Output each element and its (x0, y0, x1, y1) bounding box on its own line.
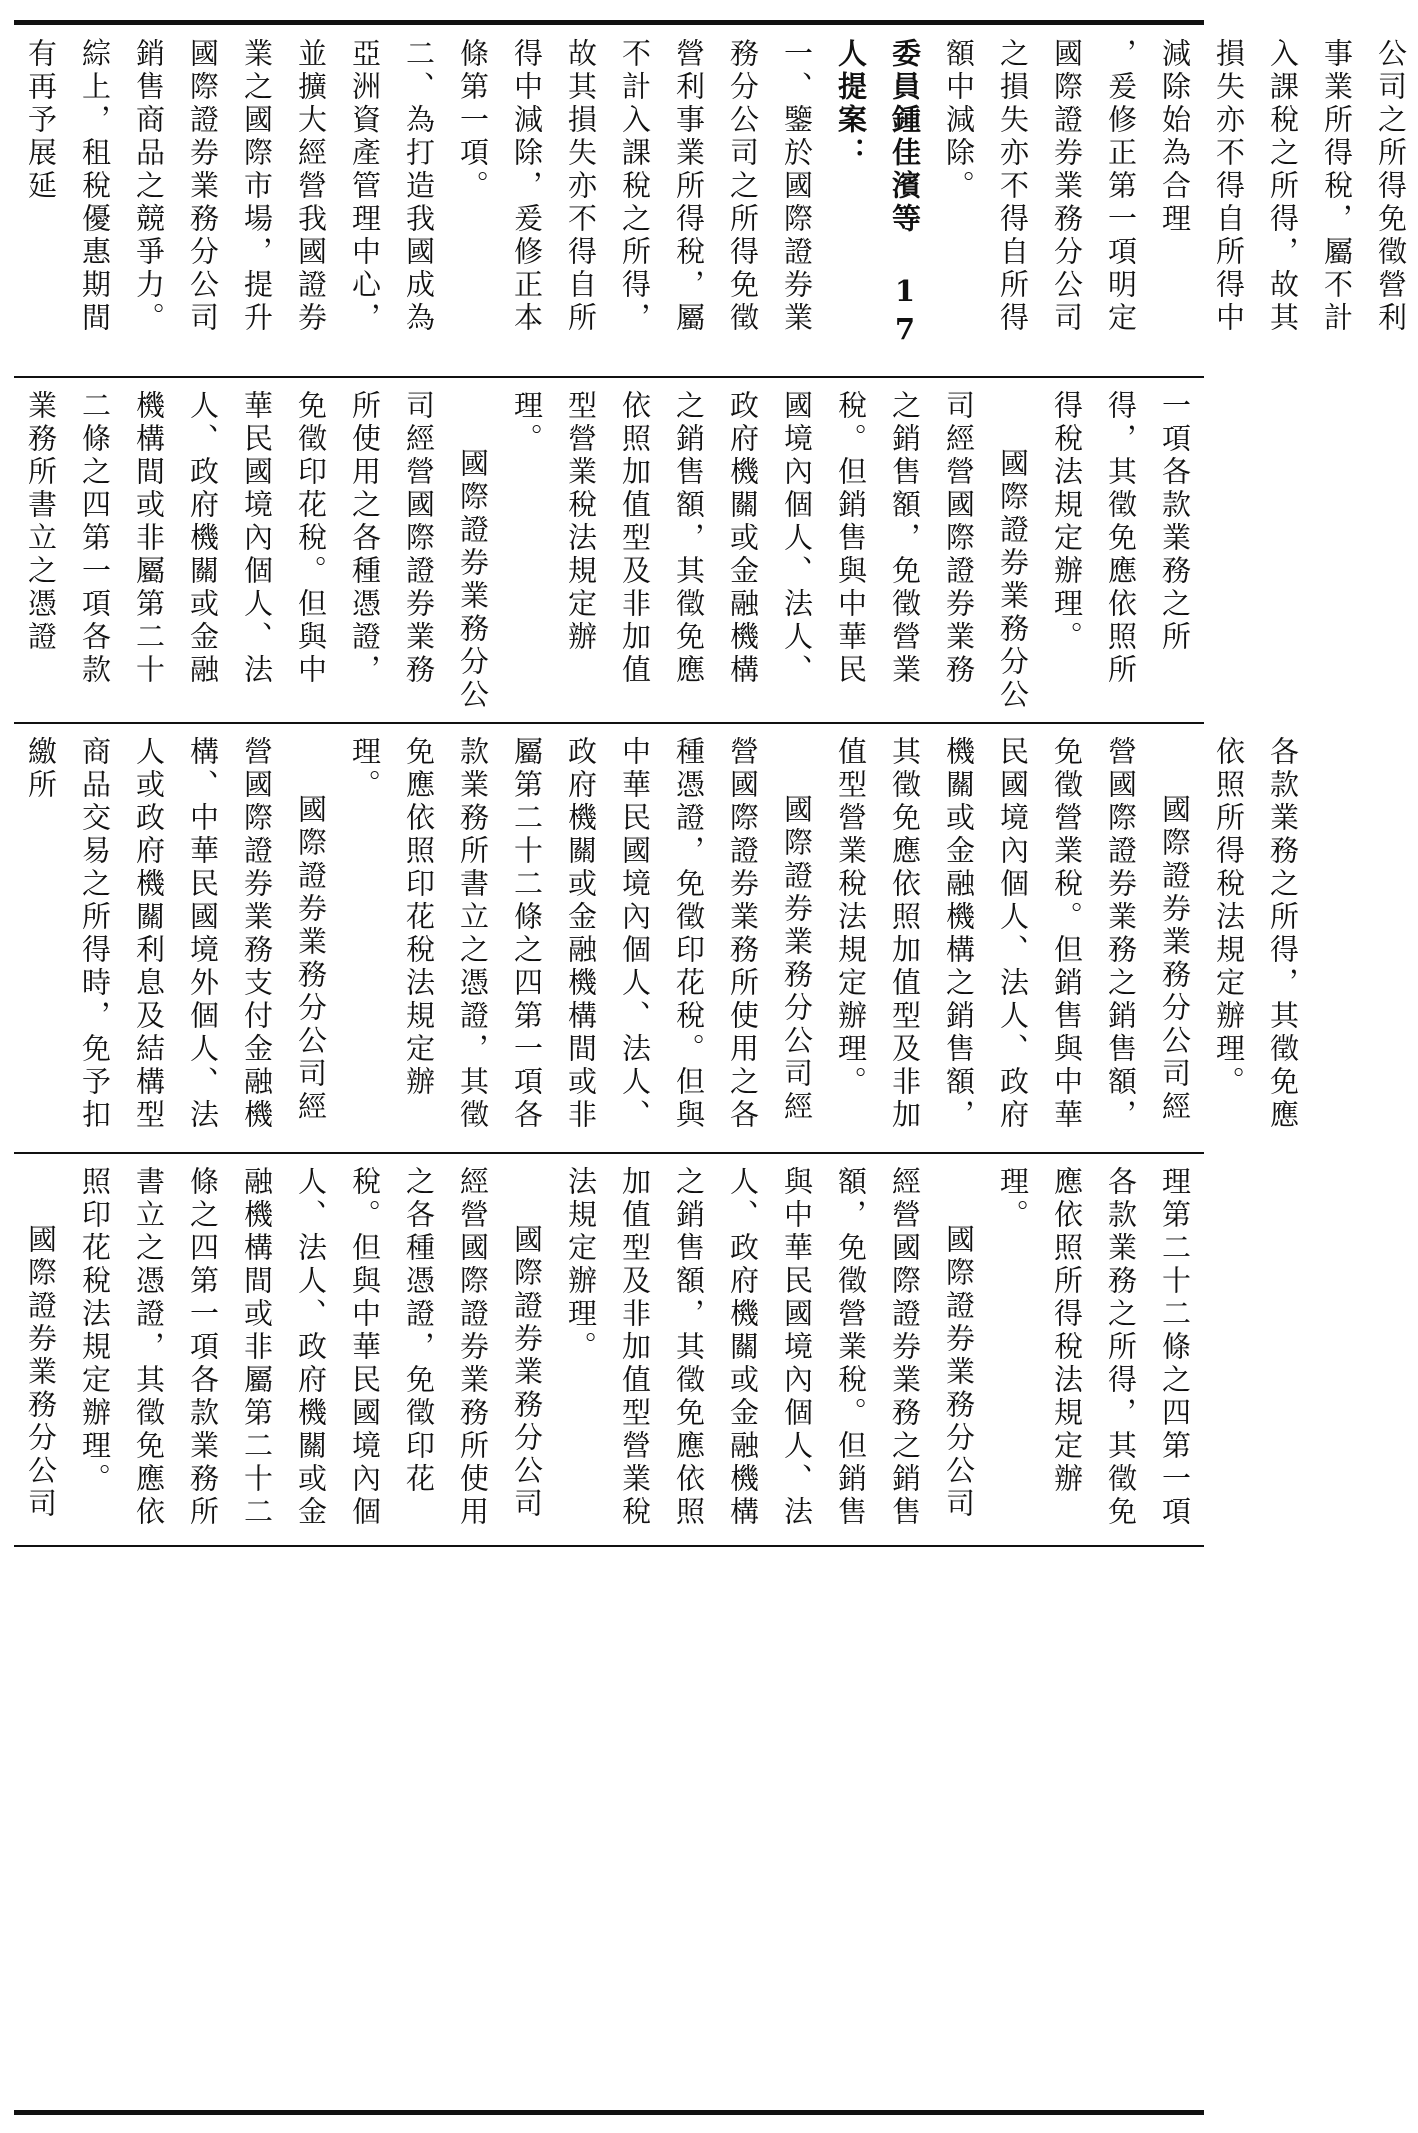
paragraph: 國際證券業務分公司 (24, 1224, 58, 1521)
paragraph: 二、為打造我國成為亞洲資產管理中心，並擴大經營我國證券業之國際市場，提升國際證券業務分公司銷售商品之競爭力。綜上，租稅優惠期間有再予展延 (24, 38, 436, 335)
proposal-heading: 委員鍾佳濱等 17 人提案： (834, 38, 922, 350)
row1-right-cell (14, 38, 1408, 366)
row1-right-text (14, 38, 1418, 366)
paragraph: 各款業務之所得，其徵免應依照所得稅法規定辦理。 (1212, 736, 1300, 1132)
bottom-rule (14, 2110, 1204, 2115)
row3-text (14, 736, 1310, 1142)
top-rule (14, 20, 1204, 25)
row2-left-text (14, 390, 1202, 712)
paragraph: ，爰修正第一項明定國際證券業務分公司之損失亦不得自所得額中減除。 (942, 38, 1138, 335)
paragraph: 理第二十二條之四第一項各款業務之所得，其徵免應依照所得稅法規定辦理。 (996, 1166, 1192, 1529)
row2-left-cell (14, 390, 1204, 712)
table-row-empty (14, 1547, 1204, 2110)
table-row-4 (14, 1154, 1204, 1545)
row4-cell (14, 1166, 1204, 1535)
paragraph: 國際證券業務分公司經營國際證券業務之銷售額，免徵營業稅。但銷售與中華民國境內個人、法人、政府機關或金融機構之銷售額，其徵免應依照加值型及非加值型營業稅法規定辦理。 (564, 1166, 976, 1529)
paragraph: 國際證券業務分公司經營國際證券業務之銷售額，免徵營業稅。但銷售與中華民國境內個人、法人、政府機關或金融機構之銷售額，其徵免應依照加值型及非加值型營業稅法規定辦理。 (834, 736, 1192, 1132)
row3-cell (14, 736, 1300, 1142)
paragraph: 國際證券業務分公司經營國際證券業務所使用之各種憑證，免徵印花稅。但與中華民國境內個人、法人、政府機關或金融機構間或非屬第二十二條之四第一項各款業務所書立之憑證 (24, 390, 490, 712)
paragraph: 國際證券業務分公司經營國際證券業務之銷售額，免徵營業稅。但銷售與中華民國境內個人、法人、政府機關或金融機構之銷售額，其徵免應依照加值型及非加值型營業稅法規定辦理。 (510, 390, 1030, 712)
paragraph: 國際證券業務分公司經營國際證券業務所使用之各種憑證，免徵印花稅。但與中華民國境內個人、法人、政府機關或金融機構間或非屬第二十二條之四第一項各款業務所書立之憑證，其徵免應依照印花稅法規定辦理。 (348, 736, 814, 1132)
table-row-3 (14, 724, 1300, 1152)
table-row-1 (14, 26, 1408, 376)
table-row-2 (14, 378, 1204, 722)
paragraph: 一、鑒於國際證券業務分公司之所得免徵營利事業所得稅，屬不計入課稅之所得，故其損失亦不得自所得中減除，爰修正本條第一項。 (456, 38, 814, 335)
row4-text (14, 1166, 1202, 1535)
paragraph: 一項各款業務之所得，其徵免應依照所得稅法規定辦理。 (1050, 390, 1192, 687)
paragraph: 公司之所得免徵營利事業所得稅，屬不計入課稅之所得，故其損失亦不得自所得中減除始為合理 (1158, 38, 1408, 335)
paragraph: 國際證券業務分公司經營國際證券業務所使用之各種憑證，免徵印花稅。但與中華民國境內個人、法人、政府機關或金融機構間或非屬第二十二條之四第一項各款業務所書立之憑證，其徵免應依照印花稅法規定辦理。 (78, 1166, 544, 1529)
paragraph: 國際證券業務分公司經營國際證券業務支付金融機構、中華民國境外個人、法人或政府機關利息及結構型商品交易之所得時，免予扣繳所 (24, 736, 328, 1132)
